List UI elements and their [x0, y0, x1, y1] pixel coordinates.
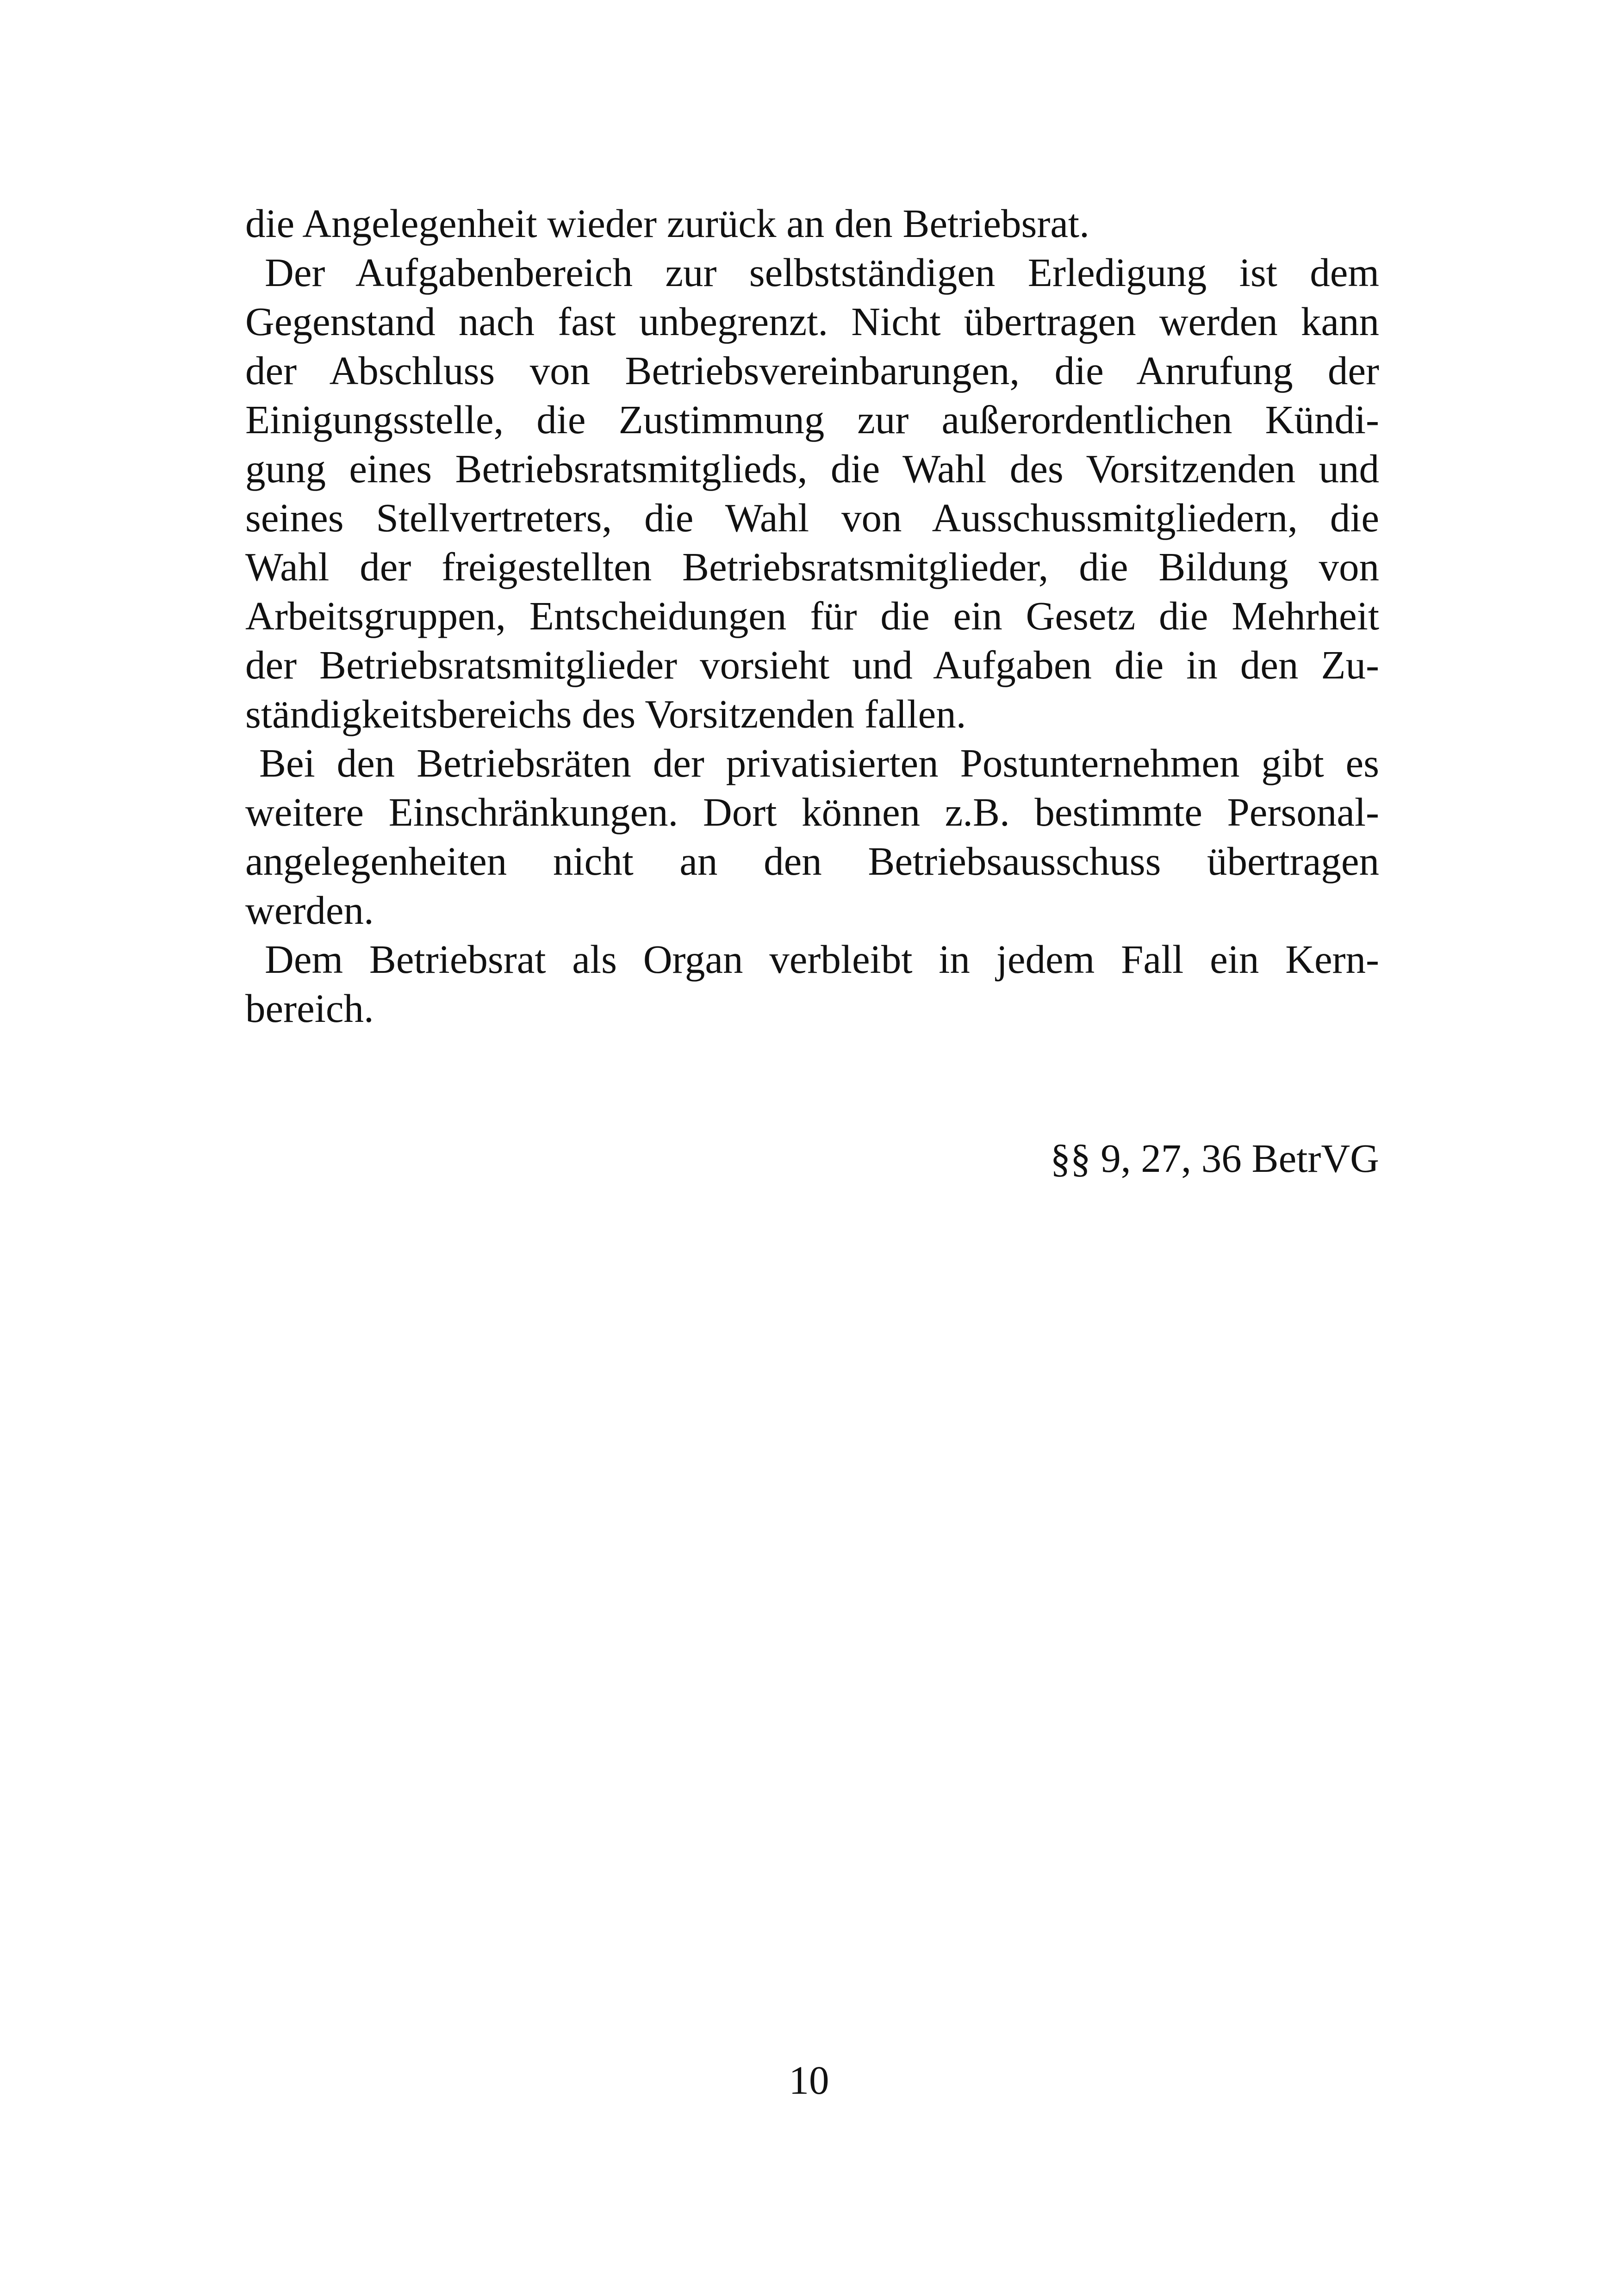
legal-reference: §§ 9, 27, 36 BetrVG [1050, 1136, 1379, 1181]
text-line: Bei den Betriebsräten der privatisierten Postunternehmen gibt es [259, 740, 1379, 785]
text-line: Dem Betriebsrat als Organ verbleibt in jedem Fall ein Kern- [265, 937, 1379, 982]
text-line: der Abschluss von Betriebsvereinbarungen, die Anrufung der [245, 348, 1379, 393]
body-text [245, 199, 1379, 1033]
page-number: 10 [789, 2058, 829, 2103]
text-line: angelegenheiten nicht an den Betriebsausschuss übertragen [245, 839, 1379, 884]
text-line: die Angelegenheit wieder zurück an den Betriebsrat. [245, 201, 1089, 246]
text-line: Wahl der freigestellten Betriebsratsmitglieder, die Bildung von [245, 544, 1379, 589]
text-line: werden. [245, 888, 374, 933]
text-line: Arbeitsgruppen, Entscheidungen für die ein Gesetz die Mehrheit [245, 593, 1379, 638]
text-line: Der Aufgabenbereich zur selbstständigen Erledigung ist dem [265, 250, 1379, 295]
text-line: weitere Einschränkungen. Dort können z.B. bestimmte Personal- [245, 790, 1379, 834]
text-line: gung eines Betriebsratsmitglieds, die Wahl des Vorsitzenden und [245, 446, 1379, 491]
text-line: der Betriebsratsmitglieder vorsieht und Aufgaben die in den Zu- [245, 642, 1379, 687]
text-line: ständigkeitsbereichs des Vorsitzenden fallen. [245, 691, 966, 736]
text-line: Einigungsstelle, die Zustimmung zur außerordentlichen Kündi- [245, 397, 1379, 442]
text-line: seines Stellvertreters, die Wahl von Ausschussmitgliedern, die [245, 495, 1379, 540]
text-line: bereich. [245, 986, 374, 1031]
text-line: Gegenstand nach fast unbegrenzt. Nicht übertragen werden kann [245, 299, 1379, 344]
